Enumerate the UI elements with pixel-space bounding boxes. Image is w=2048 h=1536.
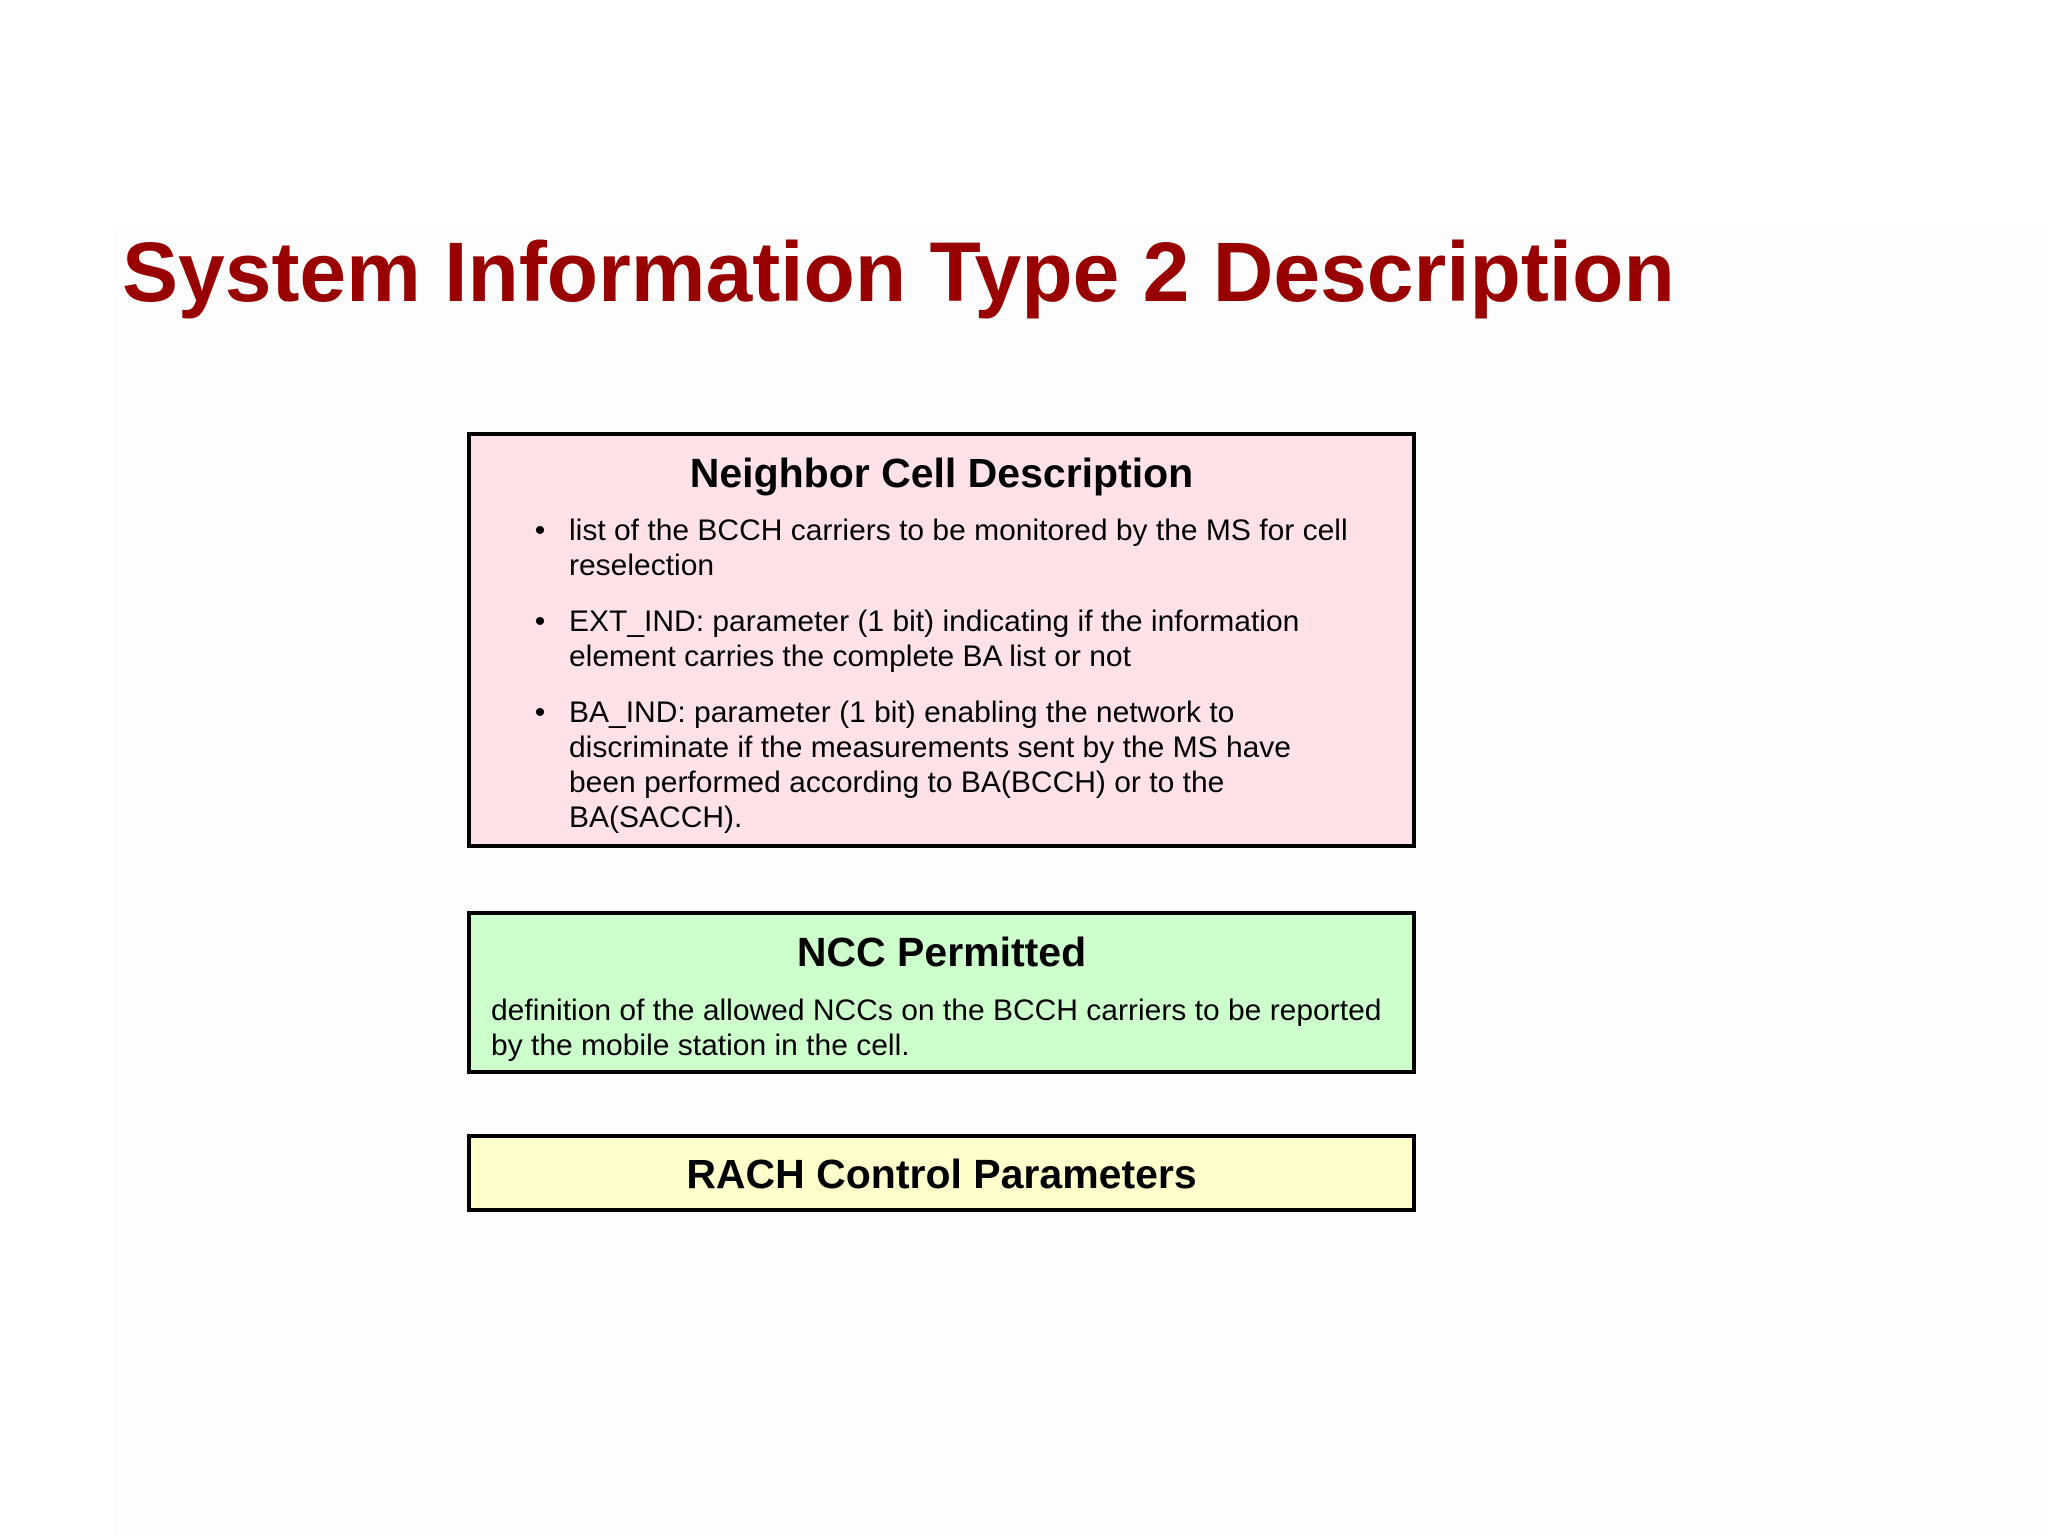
bullet-icon: • bbox=[534, 514, 546, 547]
ncc-permitted-box bbox=[467, 911, 1416, 1074]
slide-background bbox=[115, 226, 2048, 1536]
ncc-permitted-text: definition of the allowed NCCs on the BCCH carriers to be reported by the mobile station in the cell. bbox=[491, 994, 1382, 1062]
neighbor-cell-description-box bbox=[467, 432, 1416, 848]
list-item bbox=[531, 695, 1361, 835]
bullet-icon: • bbox=[534, 605, 546, 638]
ncc-permitted-heading: NCC Permitted bbox=[796, 929, 1087, 975]
neighbor-cell-description-list bbox=[531, 513, 1361, 856]
rach-control-parameters-heading: RACH Control Parameters bbox=[686, 1151, 1197, 1197]
neighbor-cell-description-heading: Neighbor Cell Description bbox=[689, 450, 1194, 496]
rach-control-parameters-box bbox=[467, 1134, 1416, 1212]
bullet-icon: • bbox=[534, 696, 546, 729]
slide-title: System Information Type 2 Description bbox=[122, 225, 1675, 319]
list-item bbox=[531, 604, 1361, 674]
list-item bbox=[531, 513, 1361, 583]
bullet-text: BA_IND: parameter (1 bit) enabling the network to discriminate if the measurements sent by the MS have been performed according to BA(BCCH) or to the BA(SACCH). bbox=[569, 696, 1291, 834]
bullet-text: list of the BCCH carriers to be monitored by the MS for cell reselection bbox=[569, 514, 1348, 582]
bullet-text: EXT_IND: parameter (1 bit) indicating if the information element carries the complete BA list or not bbox=[569, 605, 1300, 673]
